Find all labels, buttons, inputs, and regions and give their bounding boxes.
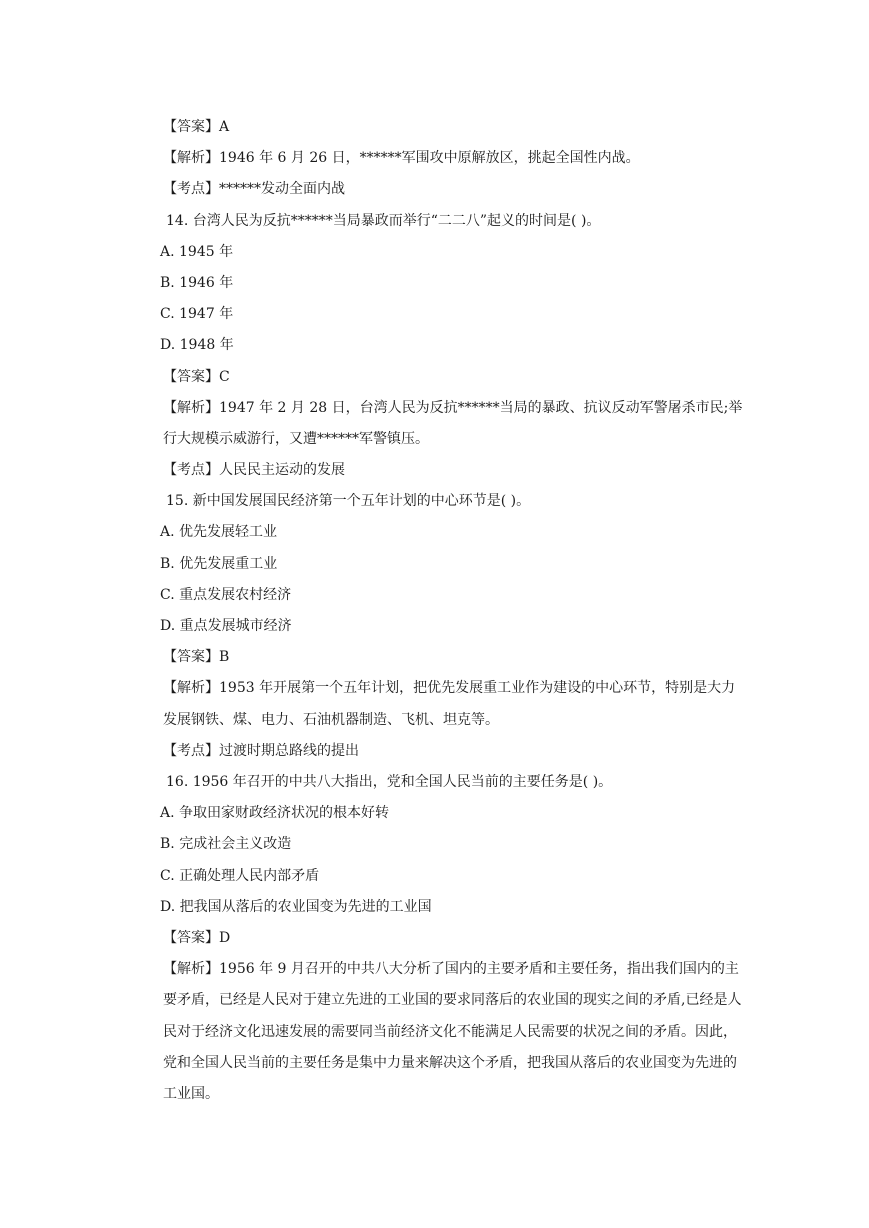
option-line: C. 正确处理人民内部矛盾 [160, 867, 320, 884]
point-line: 【考点】过渡时期总路线的提出 [163, 742, 359, 759]
option-line: B. 优先发展重工业 [160, 555, 278, 572]
answer-line: 【答案】D [163, 929, 231, 946]
option-line: D. 1948 年 [160, 337, 234, 354]
option-line: C. 重点发展农村经济 [160, 586, 292, 603]
option-line: D. 把我国从落后的农业国变为先进的工业国 [160, 898, 432, 915]
option-line: B. 完成社会主义改造 [160, 836, 292, 853]
answer-line: 【答案】C [163, 368, 230, 385]
analysis-paragraph: 【解析】1956 年 9 月召开的中共八大分析了国内的主要矛盾和主要任务，指出我们国内的主要矛盾，已经是人民对于建立先进的工业国的要求同落后的农业国的现实之间的矛盾,已经是人民对于经济文化迅速发展的需要同当前经济文化不能满足人民需要的状况之间的矛盾。因此，党和全国人民当前的主要任务是集中力量来解决这个矛盾，把我国从落后的农业国变为先进的工业国。 [163, 961, 742, 1102]
point-line: 【考点】人民民主运动的发展 [163, 462, 345, 479]
analysis-paragraph: 【解析】1947 年 2 月 28 日，台湾人民为反抗******当局的暴政、抗议反动军警屠杀市民;举行大规模示威游行，又遭******军警镇压。 [163, 399, 743, 447]
option-line: C. 1947 年 [160, 306, 234, 323]
point-line: 【考点】******发动全面内战 [163, 181, 345, 198]
question-16: 16. 1956 年召开的中共八大指出，党和全国人民当前的主要任务是( )。 [166, 774, 613, 790]
answer-line: 【答案】B [163, 649, 230, 666]
answer-line: 【答案】A [163, 119, 230, 135]
analysis-line: 【解析】1946 年 6 月 26 日，******军围攻中原解放区，挑起全国性内战。 [163, 150, 640, 167]
option-line: B. 1946 年 [160, 274, 234, 291]
option-line: A. 争取田家财政经济状况的根本好转 [160, 805, 390, 822]
question-14: 14. 台湾人民为反抗******当局暴政而举行“二二八”起义的时间是( )。 [166, 212, 601, 229]
question-15: 15. 新中国发展国民经济第一个五年计划的中心环节是( )。 [166, 493, 531, 510]
analysis-paragraph: 【解析】1953 年开展第一个五年计划，把优先发展重工业作为建设的中心环节，特别是大力发展钢铁、煤、电力、石油机器制造、飞机、坦克等。 [163, 680, 736, 728]
document-content [160, 112, 743, 1110]
option-line: A. 1945 年 [160, 243, 234, 260]
option-line: A. 优先发展轻工业 [160, 524, 278, 541]
option-line: D. 重点发展城市经济 [160, 618, 292, 635]
